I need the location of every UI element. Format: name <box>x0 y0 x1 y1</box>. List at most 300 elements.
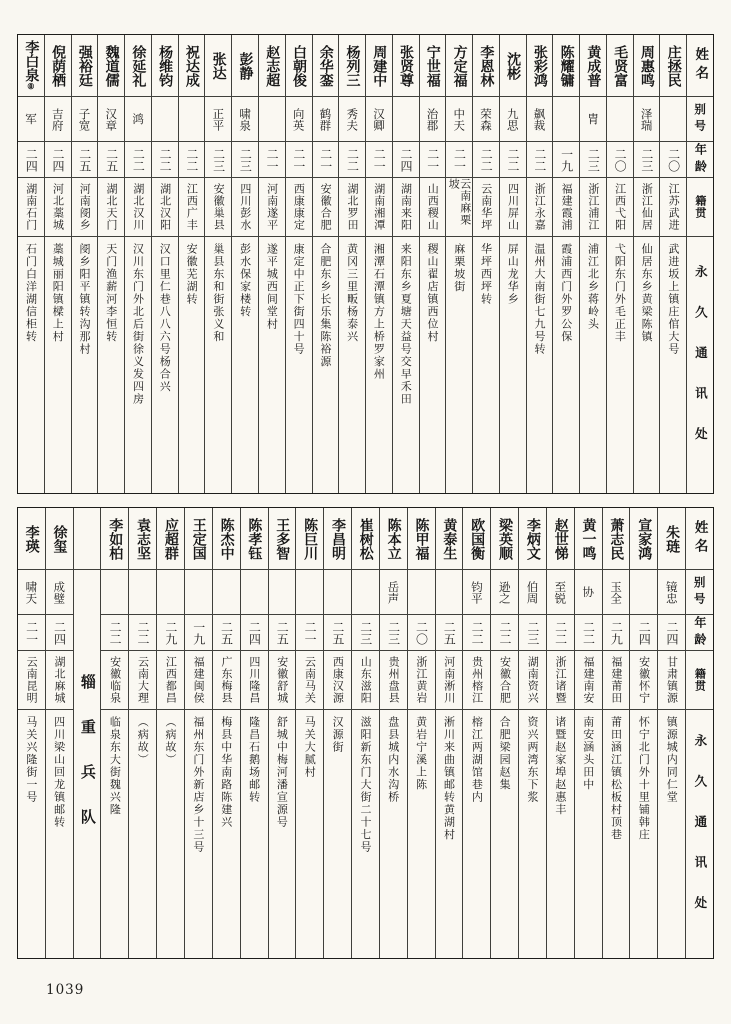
person-column <box>392 35 419 493</box>
address-cell <box>259 237 285 493</box>
header-age-cell <box>687 142 713 178</box>
native-place-cell <box>157 651 184 710</box>
native-place-cell <box>580 178 606 237</box>
name-cell-text: 陈甲福 <box>413 517 430 560</box>
address-cell <box>125 237 151 493</box>
alias-cell <box>185 570 212 615</box>
name-cell-text: 张彩鸿 <box>531 44 548 87</box>
age-cell <box>658 615 685 651</box>
name-cell-text: 袁志坚 <box>135 517 152 560</box>
header-native-cell-text: 籍贯 <box>693 195 707 219</box>
age-cell <box>393 142 419 178</box>
age-cell-text: 二一 <box>318 147 333 172</box>
address-cell-text: 湘潭石潭镇方上桥罗家州 <box>372 243 386 381</box>
age-cell-text: 二三 <box>639 147 654 172</box>
native-place-cell <box>46 651 73 710</box>
person-column <box>268 508 296 958</box>
age-cell-text: 二三 <box>238 147 253 172</box>
age-cell <box>607 142 633 178</box>
alias-cell <box>213 570 240 615</box>
alias-cell <box>580 97 606 142</box>
age-cell-text: 二九 <box>609 620 624 645</box>
native-place-cell <box>446 178 472 237</box>
address-cell <box>286 237 312 493</box>
name-note-mark: ⑧ <box>26 82 37 91</box>
header-native-cell <box>686 651 713 710</box>
alias-cell-text: 鸿 <box>131 113 146 125</box>
native-place-cell-text: 浙江永嘉 <box>533 183 547 231</box>
address-cell <box>408 710 435 958</box>
address-cell <box>473 237 499 493</box>
alias-cell-text: 协 <box>581 586 596 598</box>
header-name-cell-text: 姓名 <box>692 47 709 84</box>
address-cell-text: 彭水保家楼转 <box>238 243 252 318</box>
alias-cell <box>45 97 71 142</box>
age-cell <box>101 615 128 651</box>
address-cell-text: 怀宁北门外十里铺韩庄 <box>637 716 651 841</box>
address-cell <box>98 237 124 493</box>
native-place-cell <box>658 651 685 710</box>
address-cell-text: （病故） <box>136 716 150 766</box>
address-cell-text: 福州东门外新店乡十三号 <box>191 716 205 854</box>
name-cell-text: 陈杰中 <box>218 517 235 560</box>
address-cell-text: 黄冈三里畈杨泰兴 <box>345 243 359 343</box>
header-address-cell <box>687 237 713 493</box>
alias-cell <box>660 97 686 142</box>
address-cell-text: 黄岩宁溪上陈 <box>414 716 428 791</box>
name-cell <box>18 508 45 570</box>
header-age-cell-text: 年龄 <box>692 615 707 650</box>
name-cell <box>152 35 178 97</box>
address-cell <box>463 710 490 958</box>
alias-cell <box>463 570 490 615</box>
age-cell-text: 二三 <box>525 620 540 645</box>
name-cell <box>205 35 231 97</box>
name-cell <box>366 35 392 97</box>
address-cell <box>339 237 365 493</box>
alias-cell <box>380 570 407 615</box>
age-cell <box>18 615 45 651</box>
name-cell-text: 李瑛 <box>23 524 40 553</box>
address-cell <box>269 710 296 958</box>
native-place-cell <box>213 651 240 710</box>
person-column <box>100 508 128 958</box>
address-cell <box>101 710 128 958</box>
native-place-cell-text: 湖北麻城 <box>52 656 66 704</box>
bottom-roster-table <box>17 507 714 959</box>
address-cell-text: 榕江两湖馆巷内 <box>470 716 484 804</box>
native-place-cell-text: 湖南来阳 <box>399 183 413 231</box>
age-cell <box>436 615 463 651</box>
native-place-cell-text: 贵州盘县 <box>387 656 401 704</box>
alias-cell <box>157 570 184 615</box>
native-place-cell-text: 浙江仙居 <box>640 183 654 231</box>
native-place-cell <box>152 178 178 237</box>
person-column <box>419 35 446 493</box>
age-cell-text: 二〇 <box>666 147 681 172</box>
address-cell-text: 滋阳新东门大街二十七号 <box>358 716 372 854</box>
native-place-cell <box>269 651 296 710</box>
native-place-cell-text: 安徽合肥 <box>319 183 333 231</box>
person-column <box>212 508 240 958</box>
age-cell <box>259 142 285 178</box>
person-column <box>258 35 285 493</box>
person-column <box>633 35 660 493</box>
native-place-cell-text: 江苏武进 <box>667 183 681 231</box>
age-cell-text: 二二 <box>553 620 568 645</box>
address-cell-text: 四川梁山回龙镇邮转 <box>52 716 66 829</box>
person-column <box>124 35 151 493</box>
native-place-cell-text: 江西广丰 <box>185 183 199 231</box>
age-cell-text: 二二 <box>581 620 596 645</box>
native-place-cell-text: 福建霞浦 <box>560 183 574 231</box>
header-column <box>685 508 713 958</box>
name-cell-text: 李白泉⑧ <box>23 40 40 91</box>
alias-cell <box>420 97 446 142</box>
name-cell-text: 杨列三 <box>344 44 361 87</box>
age-cell <box>324 615 351 651</box>
native-place-cell <box>491 651 518 710</box>
age-cell <box>157 615 184 651</box>
native-place-cell-text: 四川隆昌 <box>247 656 261 704</box>
age-cell <box>125 142 151 178</box>
name-cell <box>607 35 633 97</box>
person-column <box>472 35 499 493</box>
name-cell <box>72 35 98 97</box>
age-cell <box>269 615 296 651</box>
name-cell-text: 徐玺 <box>51 524 68 553</box>
person-column <box>323 508 351 958</box>
name-cell-text: 赵世悌 <box>552 517 569 560</box>
native-place-cell-text: 山东滋阳 <box>359 656 373 704</box>
alias-cell <box>101 570 128 615</box>
native-place-cell <box>241 651 268 710</box>
name-cell-text: 周惠鸣 <box>638 44 655 87</box>
age-cell <box>72 142 98 178</box>
name-cell <box>296 508 323 570</box>
age-cell <box>380 615 407 651</box>
native-place-cell <box>607 178 633 237</box>
alias-cell <box>634 97 660 142</box>
name-cell <box>473 35 499 97</box>
alias-cell <box>179 97 205 142</box>
alias-cell-text: 逊之 <box>497 580 512 604</box>
unit-divider-label-text: 辎重兵队 <box>78 674 97 854</box>
native-place-cell-text: 湖南湘潭 <box>372 183 386 231</box>
native-place-cell <box>603 651 630 710</box>
name-cell-text: 李恩林 <box>478 44 495 87</box>
alias-cell <box>324 570 351 615</box>
age-cell-text: 二一 <box>265 147 280 172</box>
alias-cell-text: 军 <box>24 113 38 125</box>
name-cell-text: 陈巨川 <box>302 517 319 560</box>
name-cell-text: 李炳文 <box>524 517 541 560</box>
person-column <box>490 508 518 958</box>
age-cell-text: 二四 <box>665 620 680 645</box>
native-place-cell <box>179 178 205 237</box>
name-cell-text: 张达 <box>210 51 227 80</box>
address-cell-text: 合肥梁园赵集 <box>498 716 512 791</box>
name-cell <box>286 35 312 97</box>
native-place-cell <box>45 178 71 237</box>
alias-cell <box>500 97 526 142</box>
alias-cell-text: 正平 <box>211 107 226 131</box>
native-place-cell-text: 安徽合肥 <box>498 656 512 704</box>
name-cell <box>436 508 463 570</box>
name-cell <box>500 35 526 97</box>
alias-cell <box>436 570 463 615</box>
name-cell-text: 周建中 <box>371 44 388 87</box>
person-column <box>435 508 463 958</box>
name-cell <box>380 508 407 570</box>
age-cell <box>446 142 472 178</box>
header-column <box>686 35 713 493</box>
alias-cell-text: 玉全 <box>609 580 624 604</box>
native-place-cell <box>575 651 602 710</box>
name-cell <box>603 508 630 570</box>
person-column <box>97 35 124 493</box>
age-cell <box>296 615 323 651</box>
person-column <box>240 508 268 958</box>
address-cell-text: 莆田涵江镇松板村顶巷 <box>609 716 623 841</box>
alias-cell-text: 成璧 <box>52 580 67 604</box>
age-cell <box>46 615 73 651</box>
age-cell <box>473 142 499 178</box>
alias-cell <box>18 570 45 615</box>
person-column <box>445 35 472 493</box>
age-cell-text: 二一 <box>425 147 440 172</box>
address-cell-text: 仙居东乡黄梁陈镇 <box>640 243 654 343</box>
name-cell <box>18 35 44 97</box>
header-address-cell-text: 永久通讯处 <box>693 264 709 468</box>
age-cell <box>352 615 379 651</box>
native-place-cell-text: 浙江浦江 <box>586 183 600 231</box>
native-place-cell-text: 广东梅县 <box>220 656 233 704</box>
native-place-cell-text: 云南马关 <box>303 656 317 704</box>
native-place-cell-text: 江西弋阳 <box>613 183 627 231</box>
age-cell-text: 二〇 <box>414 620 429 645</box>
person-column <box>178 35 205 493</box>
alias-cell <box>18 97 44 142</box>
person-column <box>657 508 685 958</box>
native-place-cell <box>553 178 579 237</box>
name-cell-text: 黄成普 <box>585 44 602 87</box>
age-cell <box>313 142 339 178</box>
age-cell-text: 二三 <box>358 620 373 645</box>
address-cell <box>296 710 323 958</box>
name-cell <box>241 508 268 570</box>
age-cell <box>241 615 268 651</box>
native-place-cell-text: 西康康定 <box>292 183 306 231</box>
address-cell <box>519 710 546 958</box>
native-place-cell-text: 安徽怀宁 <box>637 656 651 704</box>
name-cell <box>259 35 285 97</box>
name-cell-text: 赵志超 <box>264 44 281 87</box>
native-place-cell-text: 云南昆明 <box>25 656 39 704</box>
native-place-cell <box>634 178 660 237</box>
age-cell-text: 二五 <box>330 620 345 645</box>
person-column <box>312 35 339 493</box>
name-cell-text: 黄泰生 <box>441 517 458 560</box>
name-cell <box>98 35 124 97</box>
name-cell-text: 魏道儒 <box>103 44 120 87</box>
address-cell <box>607 237 633 493</box>
native-place-cell <box>296 651 323 710</box>
address-cell-text: 屏山龙华乡 <box>506 243 520 306</box>
alias-cell <box>352 570 379 615</box>
native-place-cell-text: 安徽临泉 <box>108 656 122 704</box>
native-place-cell-text: 湖北汉川 <box>131 183 145 231</box>
address-cell-text: 来阳东乡夏塘天益号交早禾田 <box>399 243 413 406</box>
age-cell-text: 二三 <box>211 147 226 172</box>
name-cell-text: 应超群 <box>162 517 179 560</box>
native-place-cell <box>630 651 657 710</box>
age-cell-text: 二二 <box>108 620 123 645</box>
age-cell-text: 二四 <box>51 147 66 172</box>
alias-cell <box>269 570 296 615</box>
name-cell-text: 彭静 <box>237 51 254 80</box>
age-cell <box>213 615 240 651</box>
native-place-cell-text: 湖北天门 <box>105 183 119 231</box>
name-cell <box>463 508 490 570</box>
age-cell-text: 二二 <box>470 620 485 645</box>
alias-cell <box>473 97 499 142</box>
native-place-cell <box>185 651 212 710</box>
alias-cell <box>313 97 339 142</box>
age-cell <box>18 142 44 178</box>
alias-cell <box>658 570 685 615</box>
alias-cell-text: 荣森 <box>479 107 494 131</box>
address-cell-text: 合肥东乡长乐集陈裕源 <box>318 243 332 368</box>
name-cell-text: 宁世福 <box>424 44 441 87</box>
address-cell-text: 温州大南街七九号转 <box>533 243 547 356</box>
person-column <box>151 35 178 493</box>
native-place-cell-text: 河南遂平 <box>265 183 279 231</box>
age-cell-text: 二四 <box>247 620 262 645</box>
alias-cell <box>603 570 630 615</box>
alias-cell-text: 子宽 <box>77 107 92 131</box>
native-place-cell-text: 四川屏山 <box>506 183 520 231</box>
address-cell <box>491 710 518 958</box>
native-place-cell <box>366 178 392 237</box>
address-cell-text: 汉源街 <box>331 716 345 754</box>
native-place-cell <box>547 651 574 710</box>
address-cell-text: 安徽芜湖转 <box>185 243 199 306</box>
name-cell <box>313 35 339 97</box>
address-cell <box>179 237 205 493</box>
name-cell <box>634 35 660 97</box>
native-place-cell <box>313 178 339 237</box>
age-cell <box>660 142 686 178</box>
age-cell <box>575 615 602 651</box>
address-cell <box>658 710 685 958</box>
name-cell-text: 朱琏 <box>664 524 681 553</box>
address-cell-text: 盘县城内水沟桥 <box>386 716 400 804</box>
age-cell <box>408 615 435 651</box>
address-cell-text: 武进坂上镇庄倌大号 <box>666 243 680 356</box>
person-column <box>606 35 633 493</box>
native-place-cell-text: 湖南资兴 <box>526 656 540 704</box>
address-cell-text: 华坪西坪转 <box>479 243 493 306</box>
native-place-cell <box>393 178 419 237</box>
address-cell <box>436 710 463 958</box>
alias-cell <box>408 570 435 615</box>
person-column <box>526 35 553 493</box>
address-cell-text: 马关兴隆街一号 <box>24 716 38 804</box>
name-cell-text: 毛贤富 <box>612 44 629 87</box>
age-cell-text: 二一 <box>372 147 387 172</box>
name-cell-text: 王定国 <box>190 517 207 560</box>
person-column <box>18 35 44 493</box>
alias-cell-text: 飙裁 <box>532 107 547 131</box>
name-cell-text: 陈孝钰 <box>246 517 263 560</box>
alias-cell <box>125 97 151 142</box>
name-cell <box>519 508 546 570</box>
alias-cell-text: 泽瑞 <box>639 107 654 131</box>
name-cell-text: 欧国衡 <box>469 517 486 560</box>
alias-cell <box>630 570 657 615</box>
alias-cell-text: 汉卿 <box>371 107 386 131</box>
native-place-cell <box>660 178 686 237</box>
age-cell-text: 一九 <box>559 147 574 172</box>
age-cell-text: 二四 <box>52 620 67 645</box>
name-cell-text: 余华銮 <box>317 44 334 87</box>
address-cell <box>660 237 686 493</box>
person-column <box>128 508 156 958</box>
alias-cell <box>72 97 98 142</box>
header-age-cell <box>686 615 713 651</box>
name-cell <box>125 35 151 97</box>
address-cell <box>553 237 579 493</box>
person-column <box>184 508 212 958</box>
age-cell <box>634 142 660 178</box>
address-cell <box>241 710 268 958</box>
alias-cell <box>339 97 365 142</box>
person-column <box>351 508 379 958</box>
age-cell <box>98 142 124 178</box>
name-cell-text: 王多智 <box>274 517 291 560</box>
name-cell <box>408 508 435 570</box>
native-place-cell <box>408 651 435 710</box>
alias-cell-text: 九思 <box>505 107 520 131</box>
alias-cell-text: 至锐 <box>553 580 568 604</box>
age-cell <box>547 615 574 651</box>
name-cell-text: 强裕廷 <box>76 44 93 87</box>
address-cell-text: 阌乡阳平镇转沟那村 <box>78 243 91 356</box>
alias-cell-text: 钧平 <box>469 580 484 604</box>
person-column <box>499 35 526 493</box>
age-cell <box>603 615 630 651</box>
name-cell <box>553 35 579 97</box>
header-native-cell-text: 籍贯 <box>693 668 707 692</box>
alias-cell <box>286 97 312 142</box>
person-column <box>44 35 71 493</box>
age-cell-text: 二五 <box>442 620 457 645</box>
native-place-cell <box>527 178 553 237</box>
person-column <box>338 35 365 493</box>
alias-cell <box>129 570 156 615</box>
address-cell-text: 临泉东大街魏兴隆 <box>108 716 122 816</box>
header-alias-cell-text: 别号 <box>692 575 707 609</box>
person-column <box>45 508 73 958</box>
address-cell-text: 资兴两湾东下浆 <box>526 716 540 804</box>
address-cell <box>157 710 184 958</box>
age-cell <box>232 142 258 178</box>
age-cell-text: 二五 <box>275 620 290 645</box>
age-cell-text: 二九 <box>163 620 178 645</box>
age-cell-text: 二二 <box>158 147 173 172</box>
name-cell-text: 梁英顺 <box>497 517 514 560</box>
